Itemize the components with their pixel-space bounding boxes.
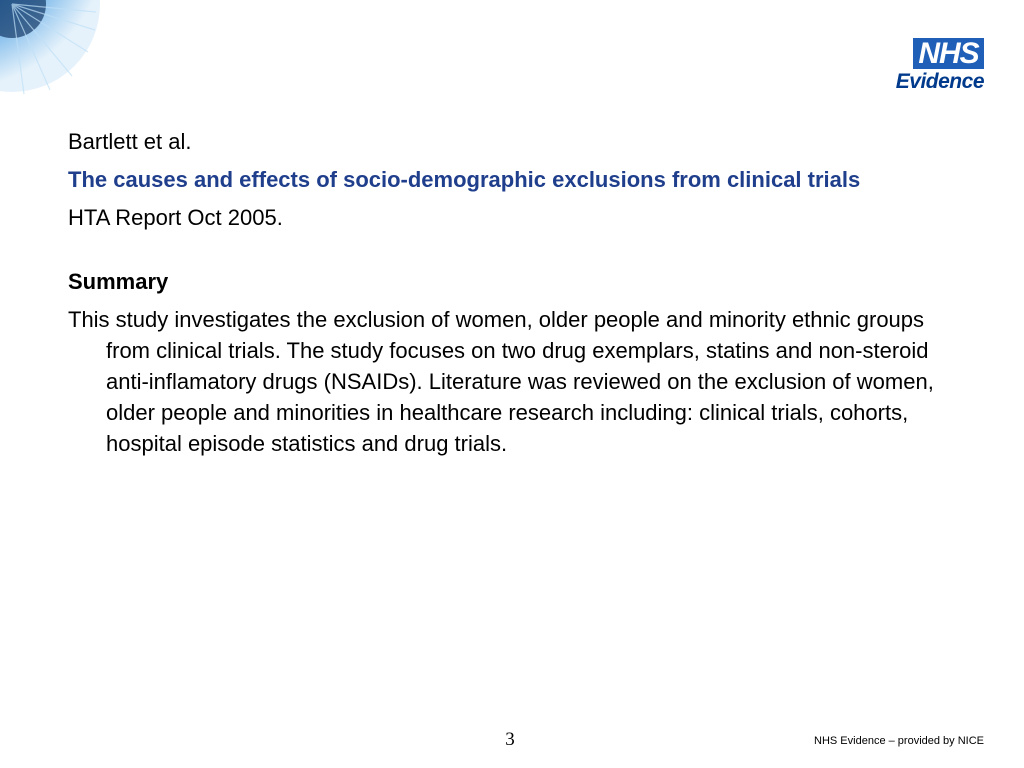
slide-content [68,126,968,459]
report-line: HTA Report Oct 2005. [68,205,283,230]
nhs-evidence-logo [888,38,986,94]
nhs-logo-box: NHS [913,38,984,69]
footer-credit: NHS Evidence – provided by NICE [814,735,984,747]
study-title: The causes and effects of socio-demographic exclusions from clinical trials [68,167,861,192]
authors-line: Bartlett et al. [68,129,192,154]
evidence-logo-word: Evidence [895,70,984,93]
summary-heading: Summary [68,269,169,294]
page-number: 3 [505,729,515,750]
summary-text: This study investigates the exclusion of women, older people and minority ethnic groups from clinical trials. The study focuses on two drug exemplars, statins and non-steroid anti-inflamatory drugs (NSAIDs). Literature was reviewed on the exclusion of women, older people and minorities in healthcare research including: clinical trials, cohorts, hospital episode statistics and drug trials. [68,307,934,456]
eye-decoration-icon [0,0,100,100]
